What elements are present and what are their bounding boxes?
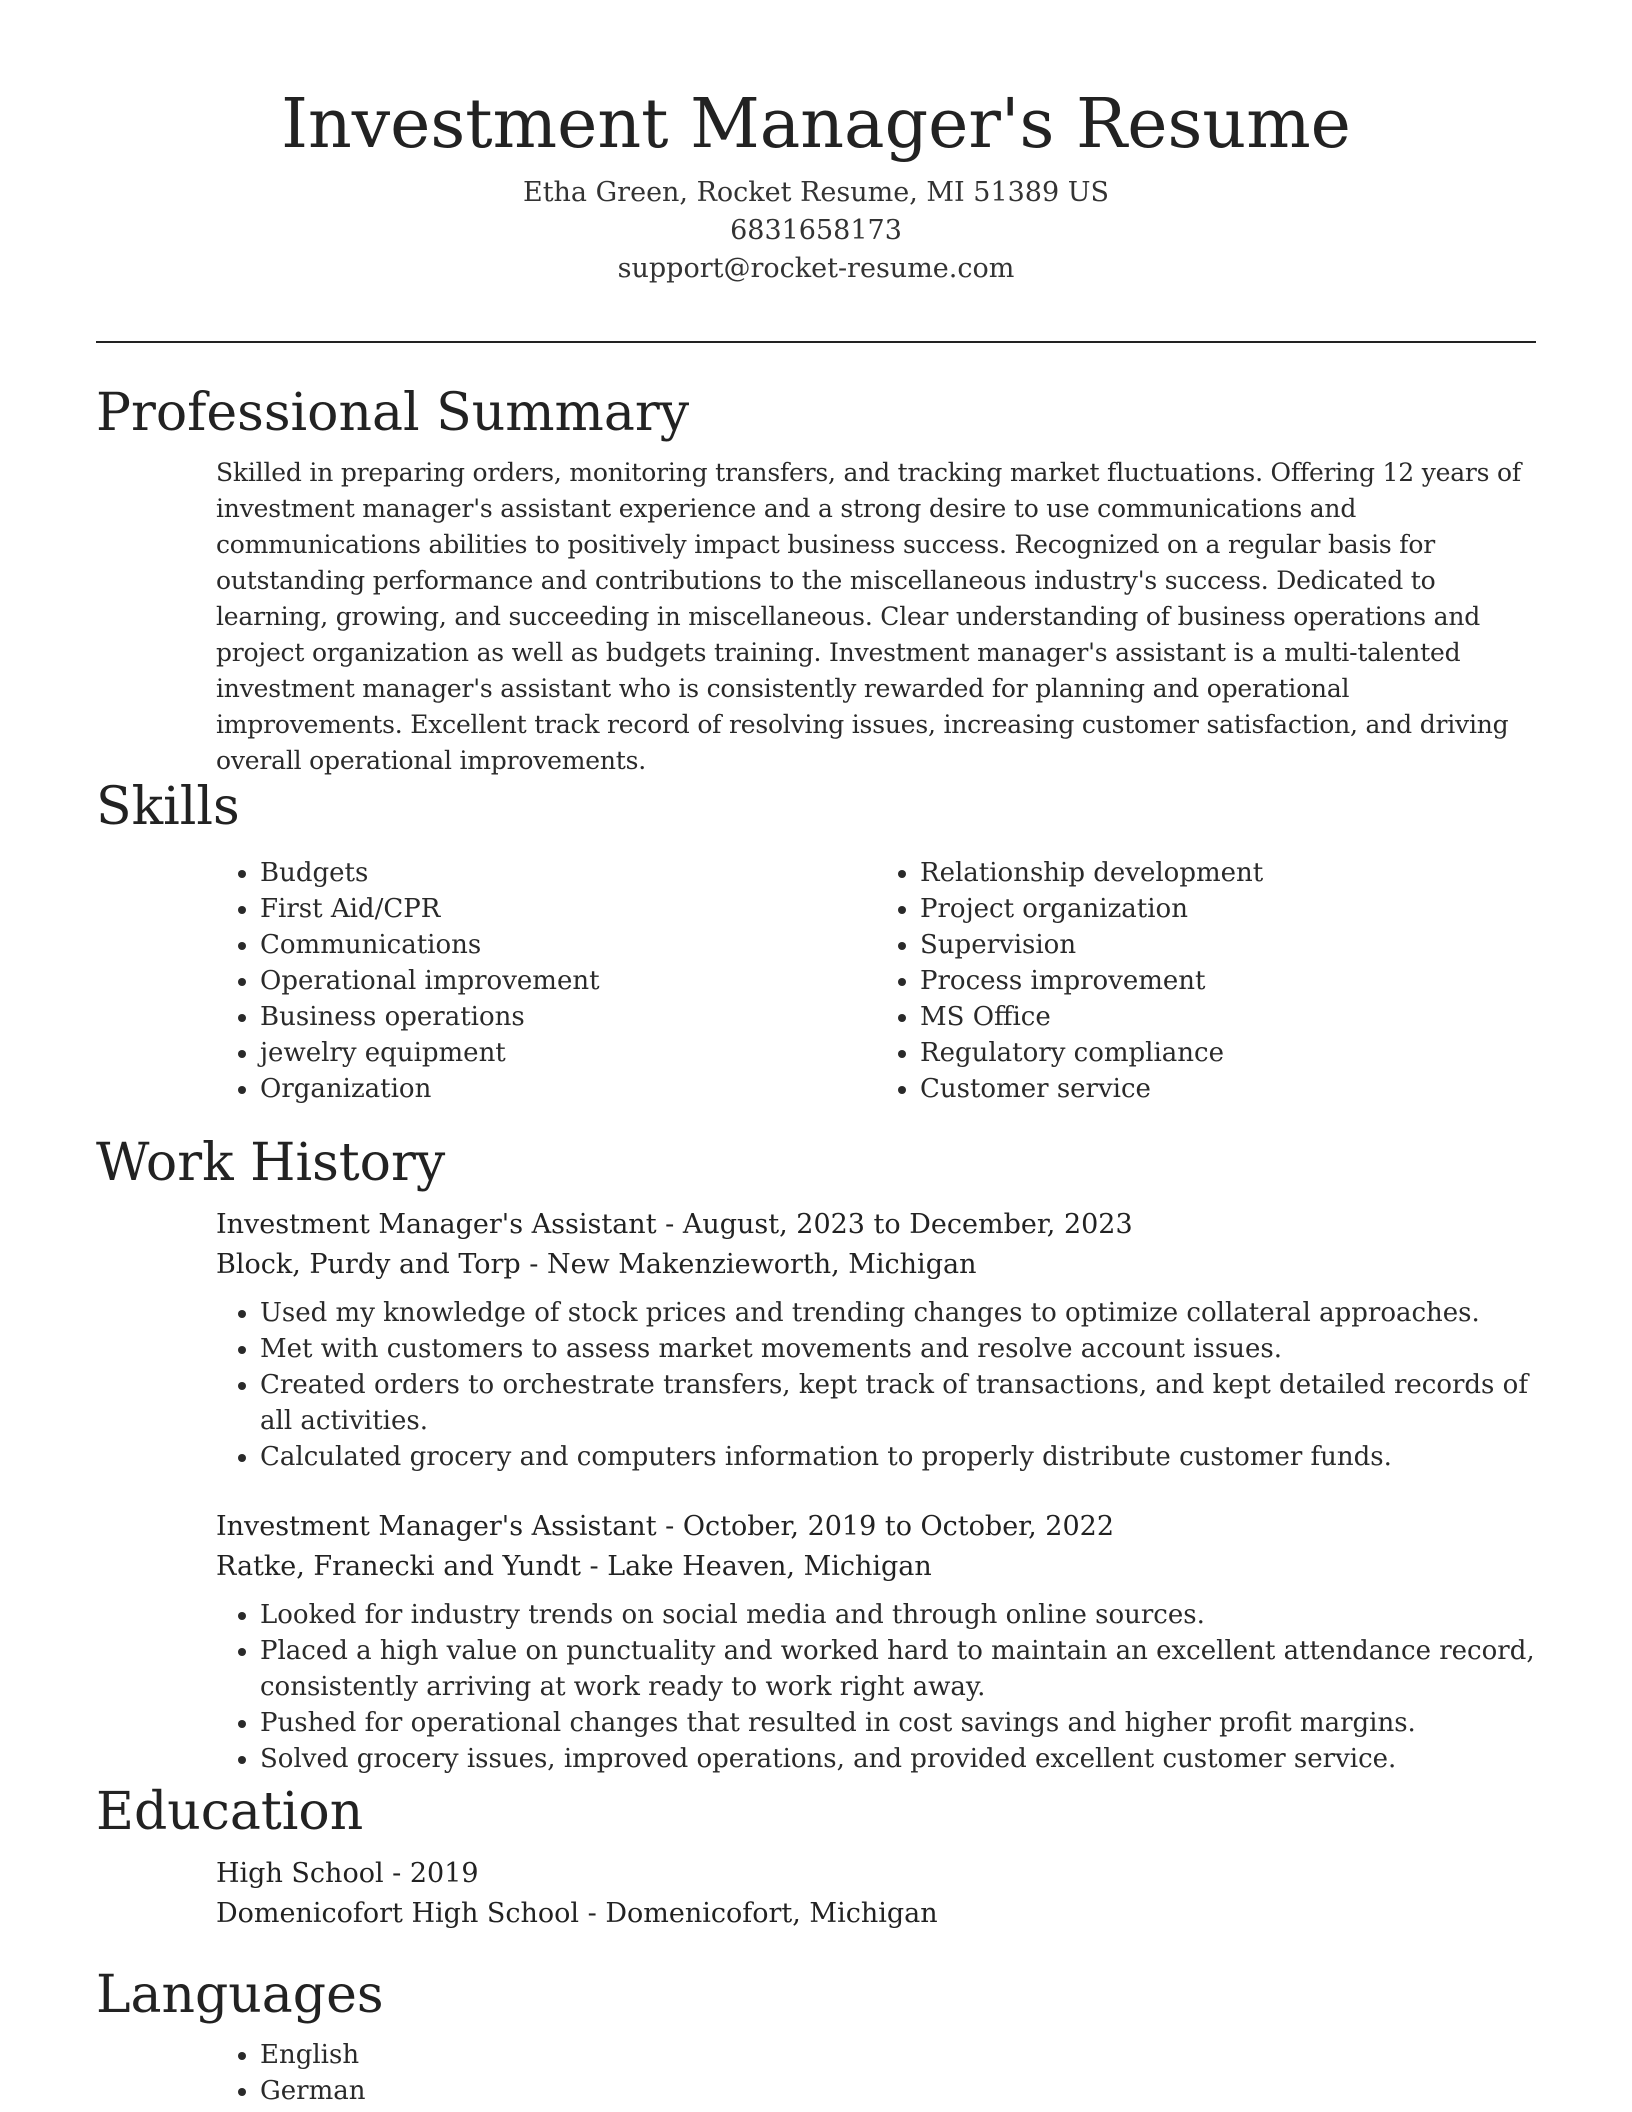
education-school-line — [216, 1894, 1536, 1934]
languages-section — [96, 1963, 1536, 2109]
skill-item: • Organization — [260, 1071, 876, 1107]
skills-list — [216, 855, 1536, 1107]
job-company-line — [216, 1547, 1536, 1587]
language-item: • German — [260, 2073, 1536, 2109]
education-school: Domenicofort High School — [216, 1898, 580, 1929]
summary-text: Skilled in preparing orders, monitoring transfers, and tracking market fluctuations. Offering 12 years of investment manager's assistant experience and a strong desire to use communications and communications abilities to positively impact business success. Recognized on a regular basis for outstanding performance and contributions to the miscellaneous industry's success. Dedicated to learning, growing, and succeeding in miscellaneous. Clear understanding of business operations and project organization as well as budgets training. Investment manager's assistant is a multi-talented investment manager's assistant who is consistently rewarded for planning and operational improvements. Excellent track record of resolving issues, increasing customer satisfaction, and driving overall operational improvements. — [216, 458, 1521, 775]
summary-section — [96, 381, 1536, 779]
language-item: • English — [260, 2037, 1536, 2073]
job-company: Block, Purdy and Torp — [216, 1249, 521, 1280]
skill-item: • First Aid/CPR — [260, 891, 876, 927]
skills-heading: Skills — [96, 777, 240, 837]
job-bullet: • Looked for industry trends on social media and through online sources. — [260, 1597, 1536, 1633]
job-bullet: • Created orders to orchestrate transfers, kept track of transactions, and kept detailed records of all activities. — [260, 1367, 1536, 1439]
skill-item: • Regulatory compliance — [920, 1035, 1536, 1071]
job-bullet: • Calculated grocery and computers information to properly distribute customer funds. — [260, 1439, 1536, 1475]
header-divider — [96, 341, 1536, 343]
skill-item: • Customer service — [920, 1071, 1536, 1107]
contact-phone: 6831658173 — [730, 215, 902, 246]
job-dates: - August, 2023 to December, 2023 — [656, 1209, 1133, 1240]
job-title-line — [216, 1507, 1536, 1547]
job-bullets — [216, 1295, 1536, 1475]
skill-item: • Business operations — [260, 999, 876, 1035]
skill-item: • Operational improvement — [260, 963, 876, 999]
education-heading: Education — [96, 1782, 364, 1842]
job-location: - New Makenzieworth, Michigan — [520, 1249, 977, 1280]
skills-column-right — [876, 855, 1536, 1107]
job-bullet: • Pushed for operational changes that resulted in cost savings and higher profit margins. — [260, 1705, 1536, 1741]
job-location: - Lake Heaven, Michigan — [580, 1551, 932, 1582]
skill-item: • Relationship development — [920, 855, 1536, 891]
skill-item: • Process improvement — [920, 963, 1536, 999]
job-bullet: • Used my knowledge of stock prices and trending changes to optimize collateral approaches. — [260, 1295, 1536, 1331]
job-position: Investment Manager's Assistant — [216, 1209, 657, 1240]
summary-heading: Professional Summary — [96, 383, 690, 443]
job-title-line — [216, 1205, 1536, 1245]
resume-header — [0, 80, 1632, 288]
education-year: - 2019 — [383, 1858, 479, 1889]
job-entry — [216, 1507, 1536, 1777]
work-history-section — [96, 1131, 1536, 1777]
job-bullets — [216, 1597, 1536, 1777]
job-bullet: • Solved grocery issues, improved operations, and provided excellent customer service. — [260, 1741, 1536, 1777]
education-entry — [216, 1854, 1536, 1934]
languages-list — [216, 2037, 1536, 2109]
job-bullet: • Met with customers to assess market movements and resolve account issues. — [260, 1331, 1536, 1367]
skills-section — [96, 775, 1536, 1107]
work-history-heading: Work History — [96, 1133, 446, 1193]
contact-address: Etha Green, Rocket Resume, MI 51389 US — [522, 177, 1109, 208]
resume-title: Investment Manager's Resume — [281, 85, 1351, 164]
education-section — [96, 1780, 1536, 1934]
job-bullet: • Placed a high value on punctuality and worked hard to maintain an excellent attendance record, consistently arriving at work ready to work right away. — [260, 1633, 1536, 1705]
education-degree: High School — [216, 1858, 384, 1889]
skill-item: • jewelry equipment — [260, 1035, 876, 1071]
job-entry — [216, 1205, 1536, 1475]
education-location: - Domenicofort, Michigan — [579, 1898, 938, 1929]
job-company: Ratke, Franecki and Yundt — [216, 1551, 581, 1582]
job-dates: - October, 2019 to October, 2022 — [656, 1511, 1114, 1542]
skill-item: • Budgets — [260, 855, 876, 891]
skill-item: • Project organization — [920, 891, 1536, 927]
job-company-line — [216, 1245, 1536, 1285]
job-position: Investment Manager's Assistant — [216, 1511, 657, 1542]
education-degree-line — [216, 1854, 1536, 1894]
skill-item: • MS Office — [920, 999, 1536, 1035]
skill-item: • Communications — [260, 927, 876, 963]
skills-column-left — [216, 855, 876, 1107]
skill-item: • Supervision — [920, 927, 1536, 963]
languages-heading: Languages — [96, 1965, 384, 2025]
contact-email[interactable]: support@rocket-resume.com — [617, 253, 1015, 284]
